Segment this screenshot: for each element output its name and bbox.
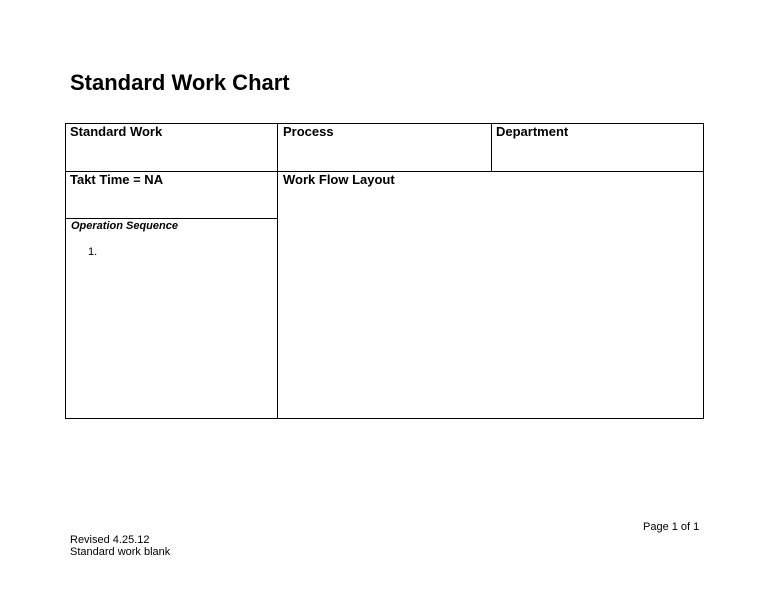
department-label: Department — [496, 124, 569, 139]
page-number: Page 1 of 1 — [643, 521, 700, 533]
operation-step-item: 1. — [88, 246, 98, 258]
column-divider-left — [277, 124, 278, 418]
operation-sequence-label: Operation Sequence — [71, 220, 178, 232]
takt-time-label: Takt Time = NA — [70, 172, 164, 187]
revised-date: Revised 4.25.12 — [70, 534, 150, 546]
work-flow-layout-label: Work Flow Layout — [283, 172, 395, 187]
document-name: Standard work blank — [70, 546, 171, 558]
standard-work-label: Standard Work — [70, 124, 163, 139]
column-divider-right — [491, 124, 492, 172]
standard-work-table — [65, 123, 704, 419]
page-title: Standard Work Chart — [70, 70, 290, 95]
process-label: Process — [283, 124, 334, 139]
